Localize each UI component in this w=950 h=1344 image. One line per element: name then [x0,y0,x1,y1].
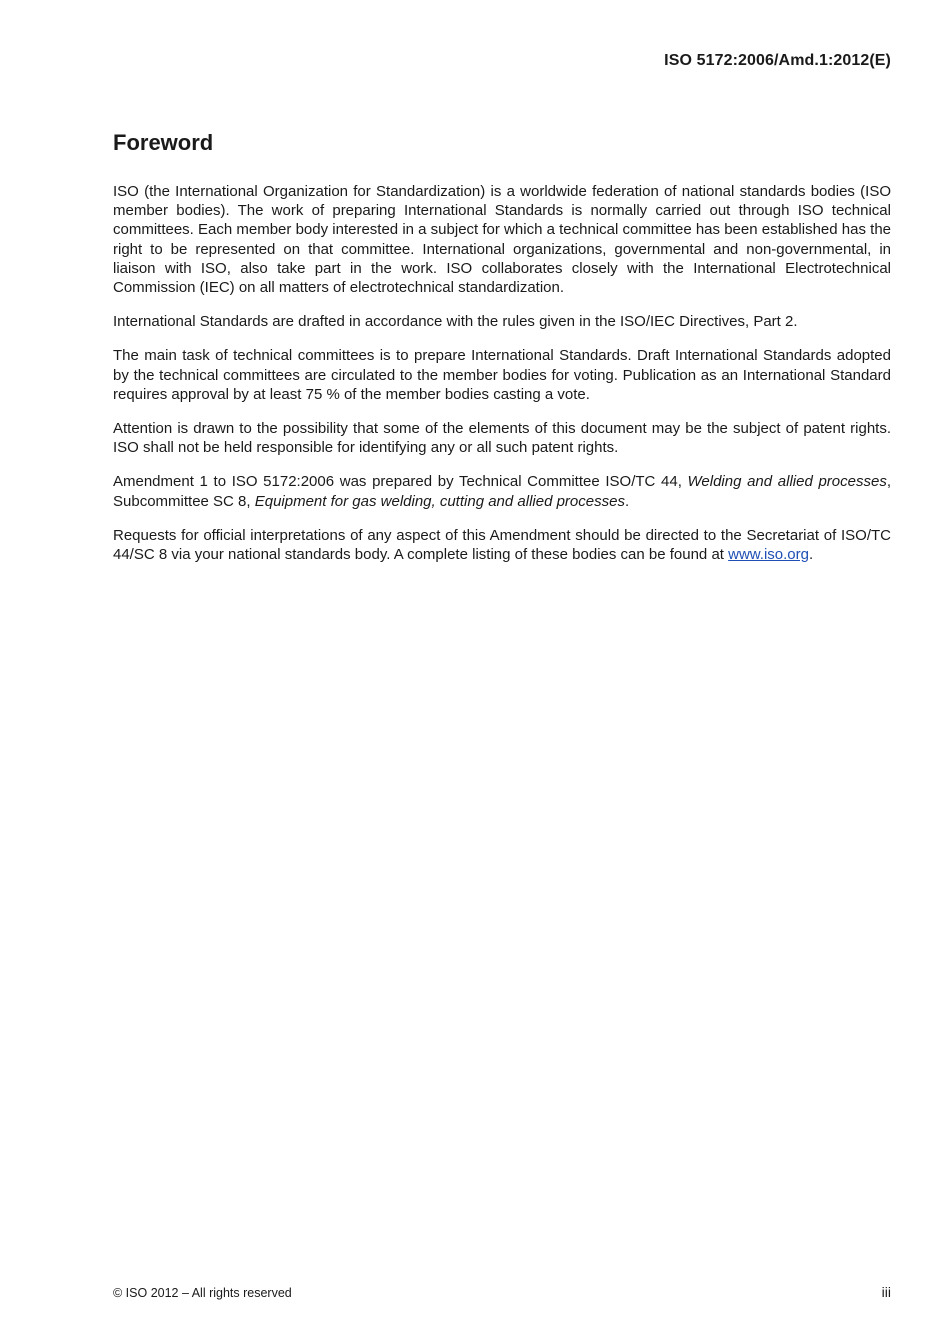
paragraph-directives: International Standards are drafted in accordance with the rules given in the ISO/IEC Directives, Part 2. [113,313,798,331]
committee-title: Welding and allied processes [687,473,887,491]
paragraph-patent-rights: Attention is drawn to the possibility that some of the elements of this document may be the subject of patent rights. ISO shall not be held responsible for identifying any or all such patent rights. [113,420,891,457]
requests-text: Requests for official interpretations of any aspect of this Amendment should be directed to the Secretariat of ISO/TC 44/SC 8 via your national standards body. A complete listing of these bodies can be found at [113,526,891,564]
foreword-body [113,182,891,579]
paragraph-iso-overview: ISO (the International Organization for Standardization) is a worldwide federation of national standards bodies (ISO member bodies). The work of preparing International Standards is normally carried out through ISO technical committees. Each member body interested in a subject for which a technical committee has been established has the right to be represented on that committee. International organizations, governmental and non-governmental, in liaison with ISO, also take part in the work. ISO collaborates closely with the International Electrotechnical Commission (IEC) on all matters of electrotechnical standardization. [113,183,891,297]
subcommittee-title: Equipment for gas welding, cutting and allied processes [254,492,625,510]
page-number: iii [881,1284,891,1300]
requests-text-end: . [808,546,814,564]
paragraph-main-task: The main task of technical committees is to prepare International Standards. Draft International Standards adopted by the technical committees are circulated to the member bodies for voting. Publication as an International Standard requires approval by at least 75 % of the member bodies casting a vote. [113,347,891,403]
paragraph-amendment-preparation [113,472,891,510]
amendment-text-2: , Subcommittee SC 8, [113,473,891,510]
iso-website-link[interactable]: www.iso.org [728,546,809,564]
document-id: ISO 5172:2006/Amd.1:2012(E) [664,52,891,69]
amendment-text-3: . [624,492,630,510]
amendment-text-1: Amendment 1 to ISO 5172:2006 was prepared by Technical Committee ISO/TC 44, [113,473,688,491]
paragraph-interpretation-requests [113,526,891,564]
page-title: Foreword [113,130,214,155]
copyright-notice: © ISO 2012 – All rights reserved [113,1286,292,1300]
